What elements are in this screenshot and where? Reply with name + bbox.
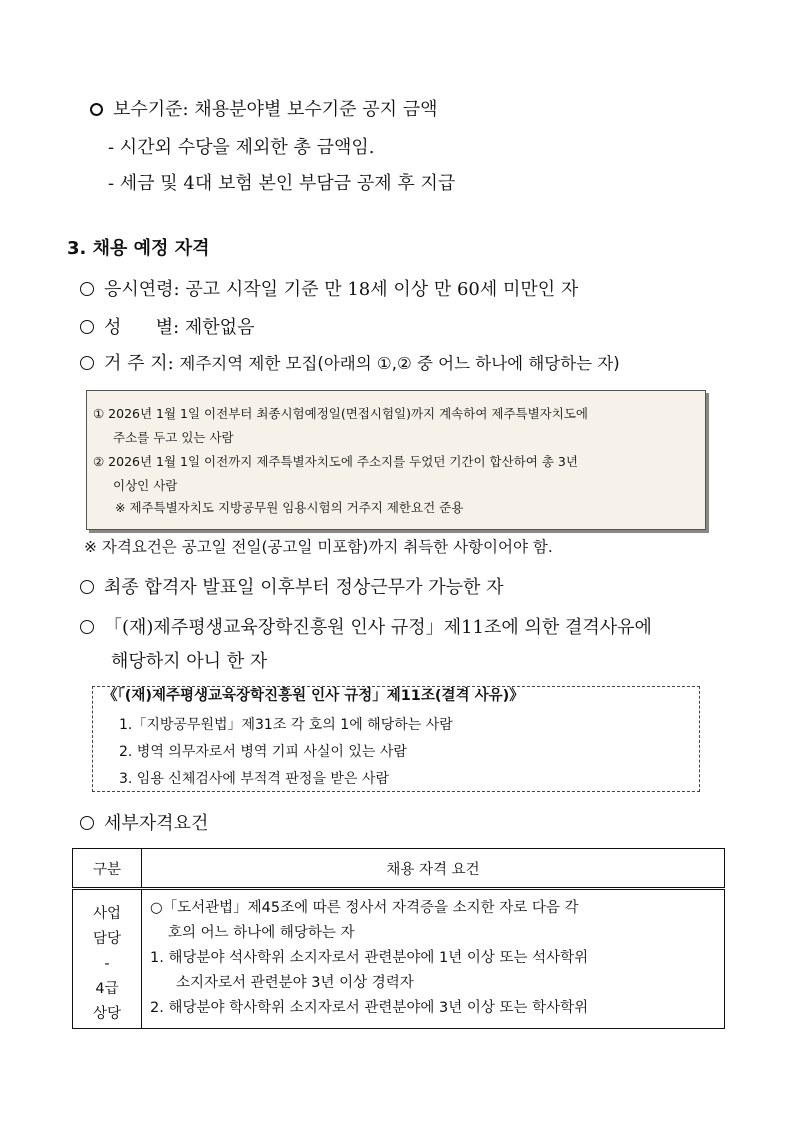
final-notice-text: 최종 합격자 발표일 이후부터 정상근무가 가능한 자 (104, 577, 504, 598)
pay-note-2: - 세금 및 4대 보험 본인 부담금 공제 후 지급 (108, 173, 456, 194)
requirement-line: ○「도서관법」제45조에 따른 정사서 자격증을 소지한 자로 다음 각 (150, 900, 579, 916)
circle-bullet-icon (80, 816, 94, 830)
residence-item-2: ② 2026년 1월 1일 이전까지 제주특별자치도에 주소지를 두었던 기간이 합산하여 총 3년 (93, 454, 578, 469)
age-requirement (80, 278, 578, 302)
table-header-row (73, 849, 725, 889)
category-line: 상당 (92, 1006, 121, 1022)
category-line: - (104, 956, 110, 972)
circle-bullet-icon (80, 356, 94, 370)
residence-requirement (80, 352, 620, 376)
category-line: 담당 (92, 931, 121, 947)
gender-label: 성 별: (104, 317, 180, 338)
deadline-note: ※ 자격요건은 공고일 전일(공고일 미포함)까지 취득한 사항이어야 함. (84, 538, 553, 556)
requirement-line: 1. 해당분야 석사학위 소지자로서 관련분야에 1년 이상 또는 석사학위 (150, 950, 589, 966)
age-requirement-text: 응시연령: 공고 시작일 기준 만 18세 이상 만 60세 미만인 자 (104, 279, 579, 300)
final-notice (80, 576, 503, 600)
rule-item: 3. 임용 신체검사에 부적격 판정을 받은 사람 (119, 771, 389, 787)
requirement-line: 2. 해당분야 학사학위 소지자로서 관련분야에 3년 이상 또는 학사학위 (150, 1000, 589, 1016)
circle-bullet-icon (80, 580, 94, 594)
residence-detail-box (86, 390, 706, 530)
rule-box-title: 《「(재)제주평생교육장학진흥원 인사 규정」제11조(결격 사유)》 (103, 688, 524, 704)
pay-note-1: - 시간외 수당을 제외한 총 금액임. (108, 137, 375, 158)
circle-bullet-icon (80, 620, 94, 634)
disqualification-rule-box (92, 686, 700, 792)
table-row (73, 889, 725, 1029)
residence-item-2-cont: 이상인 사람 (113, 478, 178, 493)
requirements-cell (142, 889, 725, 1029)
disqualify-requirement (80, 616, 652, 640)
category-cell (73, 889, 142, 1029)
gender-requirement (80, 316, 254, 340)
residence-item-1: ① 2026년 1월 1일 이전부터 최종시험예정일(면접시험일)까지 계속하여 제주특별자치도에 (93, 406, 588, 421)
residence-label: 거 주 지: (104, 353, 174, 374)
rule-item: 1.「지방공무원법」제31조 각 호의 1에 해당하는 사람 (119, 717, 453, 733)
pay-standard (90, 98, 438, 122)
pay-standard-text: 보수기준: 채용분야별 보수기준 공지 금액 (113, 99, 438, 120)
disqualify-text-cont: 해당하지 아니 한 자 (111, 651, 268, 672)
residence-value: 제주지역 제한 모집(아래의 ①,② 중 어느 하나에 해당하는 자) (179, 354, 620, 373)
residence-note: ※ 제주특별자치도 지방공무원 임용시험의 거주지 제한요건 준용 (115, 500, 464, 515)
gender-value: 제한없음 (184, 317, 255, 338)
disqualify-text: 「(재)제주평생교육장학진흥원 인사 규정」제11조에 의한 결격사유에 (104, 617, 652, 638)
category-line: 4급 (95, 981, 119, 997)
section-title: 3. 채용 예정 자격 (67, 238, 210, 259)
circle-bullet-icon (80, 282, 94, 296)
category-line: 사업 (92, 906, 121, 922)
table-header-requirements: 채용 자격 요건 (142, 849, 725, 889)
requirement-line: 호의 어느 하나에 해당하는 자 (168, 925, 355, 941)
circle-bullet-icon (80, 320, 94, 334)
residence-item-1-cont: 주소를 두고 있는 사람 (113, 430, 234, 445)
rule-item: 2. 병역 의무자로서 병역 기피 사실이 있는 사람 (119, 744, 407, 760)
detail-requirements-text: 세부자격요건 (104, 813, 209, 834)
circle-bullet-icon (90, 103, 103, 116)
detail-requirements (80, 812, 208, 836)
requirements-table (72, 848, 725, 1029)
table-header-category: 구분 (73, 849, 142, 889)
requirement-line: 소지자로서 관련분야 3년 이상 경력자 (176, 975, 414, 991)
